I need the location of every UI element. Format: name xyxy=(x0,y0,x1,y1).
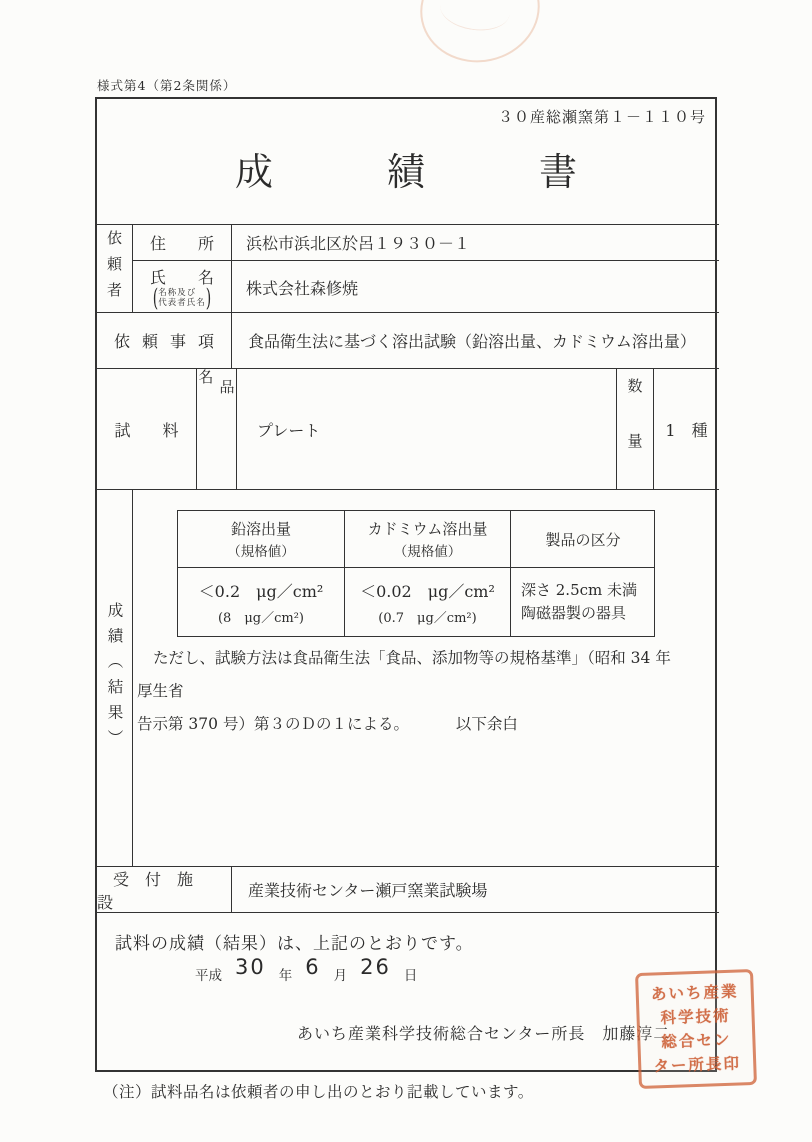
request-label: 依頼事項 xyxy=(97,313,232,368)
method-note-line1: ただし、試験方法は食品衛生法「食品、添加物等の規格基準」（昭和 34 年 厚生省 xyxy=(137,649,671,700)
client-group-label: 依頼者 xyxy=(97,225,133,312)
seal-line3: 総合セン xyxy=(661,1029,732,1052)
lead-header-subtitle: （規格値） xyxy=(227,544,295,560)
category-line2: 陶磁器製の器具 xyxy=(521,604,627,622)
results-value-cadmium xyxy=(345,568,511,636)
era-label: 平成 xyxy=(195,968,222,984)
seal-line2: 科学技術 xyxy=(660,1005,731,1028)
document-title: 成 績 書 xyxy=(234,150,615,194)
sample-section xyxy=(97,368,719,489)
facility-label: 受付施設 xyxy=(97,867,232,912)
method-note-line2-text: 告示第 370 号）第３のＤの１による。 xyxy=(137,715,409,733)
sample-product-name-value: プレート xyxy=(237,369,617,489)
day-value: 26 xyxy=(360,955,391,979)
client-name-label-cell xyxy=(133,261,232,313)
director-seal-stamp-icon xyxy=(635,969,757,1089)
lead-spec-value: (8 μg／cm²) xyxy=(217,610,304,626)
client-name-label: 氏 名 xyxy=(149,268,214,288)
certification-section xyxy=(97,912,719,1074)
open-paren: ( xyxy=(152,285,159,313)
certification-signer: あいち産業科学技術総合センター所長 加藤淳二 xyxy=(297,1024,671,1043)
close-paren: ) xyxy=(205,285,212,313)
faint-round-stamp-icon xyxy=(410,0,549,73)
cadmium-header-title: カドミウム溶出量 xyxy=(367,520,488,538)
client-name-sublabel-line2: 代表者氏名 xyxy=(158,298,206,308)
sample-quantity-value: 1 種 xyxy=(665,420,708,440)
category-line1: 深さ 2.5cm 未満 xyxy=(521,580,638,599)
cadmium-result-value: ＜0.02 μg／cm² xyxy=(360,581,495,601)
category-header-title: 製品の区分 xyxy=(545,530,621,549)
form-code: 様式第4（第2条関係） xyxy=(97,78,237,93)
seal-line4: ター所長印 xyxy=(653,1053,742,1076)
certification-statement: 試料の成績（結果）は、上記のとおりです。 xyxy=(115,934,474,954)
client-name-sublabel xyxy=(152,285,212,313)
document-number: ３０産総瀬窯第１－１１０号 xyxy=(497,108,706,126)
results-header-category xyxy=(511,511,655,568)
lead-header-title: 鉛溶出量 xyxy=(230,520,291,538)
day-unit: 日 xyxy=(403,968,418,984)
client-section xyxy=(97,224,719,312)
results-section xyxy=(97,489,719,866)
method-note-line2 xyxy=(137,708,685,741)
results-table xyxy=(177,510,655,637)
lead-result-value: ＜0.2 μg／cm² xyxy=(198,581,324,601)
sample-product-name-label: 品名 xyxy=(197,369,237,489)
client-address-label: 住 所 xyxy=(133,225,232,260)
month-unit: 月 xyxy=(333,968,348,984)
client-name-sublabel-line1: 名称及び xyxy=(158,288,197,299)
results-header-lead xyxy=(178,511,345,568)
request-section xyxy=(97,312,719,368)
results-group-label: 成績（結果） xyxy=(97,490,133,866)
seal-line1: あいち産業 xyxy=(650,981,739,1004)
sample-quantity-label: 数量 xyxy=(617,369,654,489)
cadmium-header-subtitle: （規格値） xyxy=(393,544,462,560)
month-value: 6 xyxy=(305,955,321,979)
sample-label: 試 料 xyxy=(97,369,197,489)
year-unit: 年 xyxy=(278,968,293,984)
facility-value: 産業技術センター瀬戸窯業試験場 xyxy=(248,881,488,900)
client-address-value: 浜松市浜北区於呂１９３０－１ xyxy=(246,234,471,253)
request-value: 食品衛生法に基づく溶出試験（鉛溶出量、カドミウム溶出量） xyxy=(248,332,696,351)
cadmium-spec-value: (0.7 μg／cm²) xyxy=(378,610,477,626)
year-value: 30 xyxy=(235,955,266,979)
results-value-lead xyxy=(178,568,345,636)
results-header-cadmium xyxy=(345,511,511,568)
client-address-row xyxy=(133,225,719,260)
results-value-category xyxy=(511,568,655,636)
certification-date xyxy=(195,955,417,986)
method-note xyxy=(137,642,685,741)
facility-section xyxy=(97,866,719,912)
certificate-frame xyxy=(95,97,717,1072)
client-name-value: 株式会社森修焼 xyxy=(246,278,359,298)
client-name-row xyxy=(133,260,719,313)
remainder-note: 以下余白 xyxy=(455,715,518,733)
footer-note: （注）試料品名は依頼者の申し出のとおり記載しています。 xyxy=(103,1083,534,1101)
